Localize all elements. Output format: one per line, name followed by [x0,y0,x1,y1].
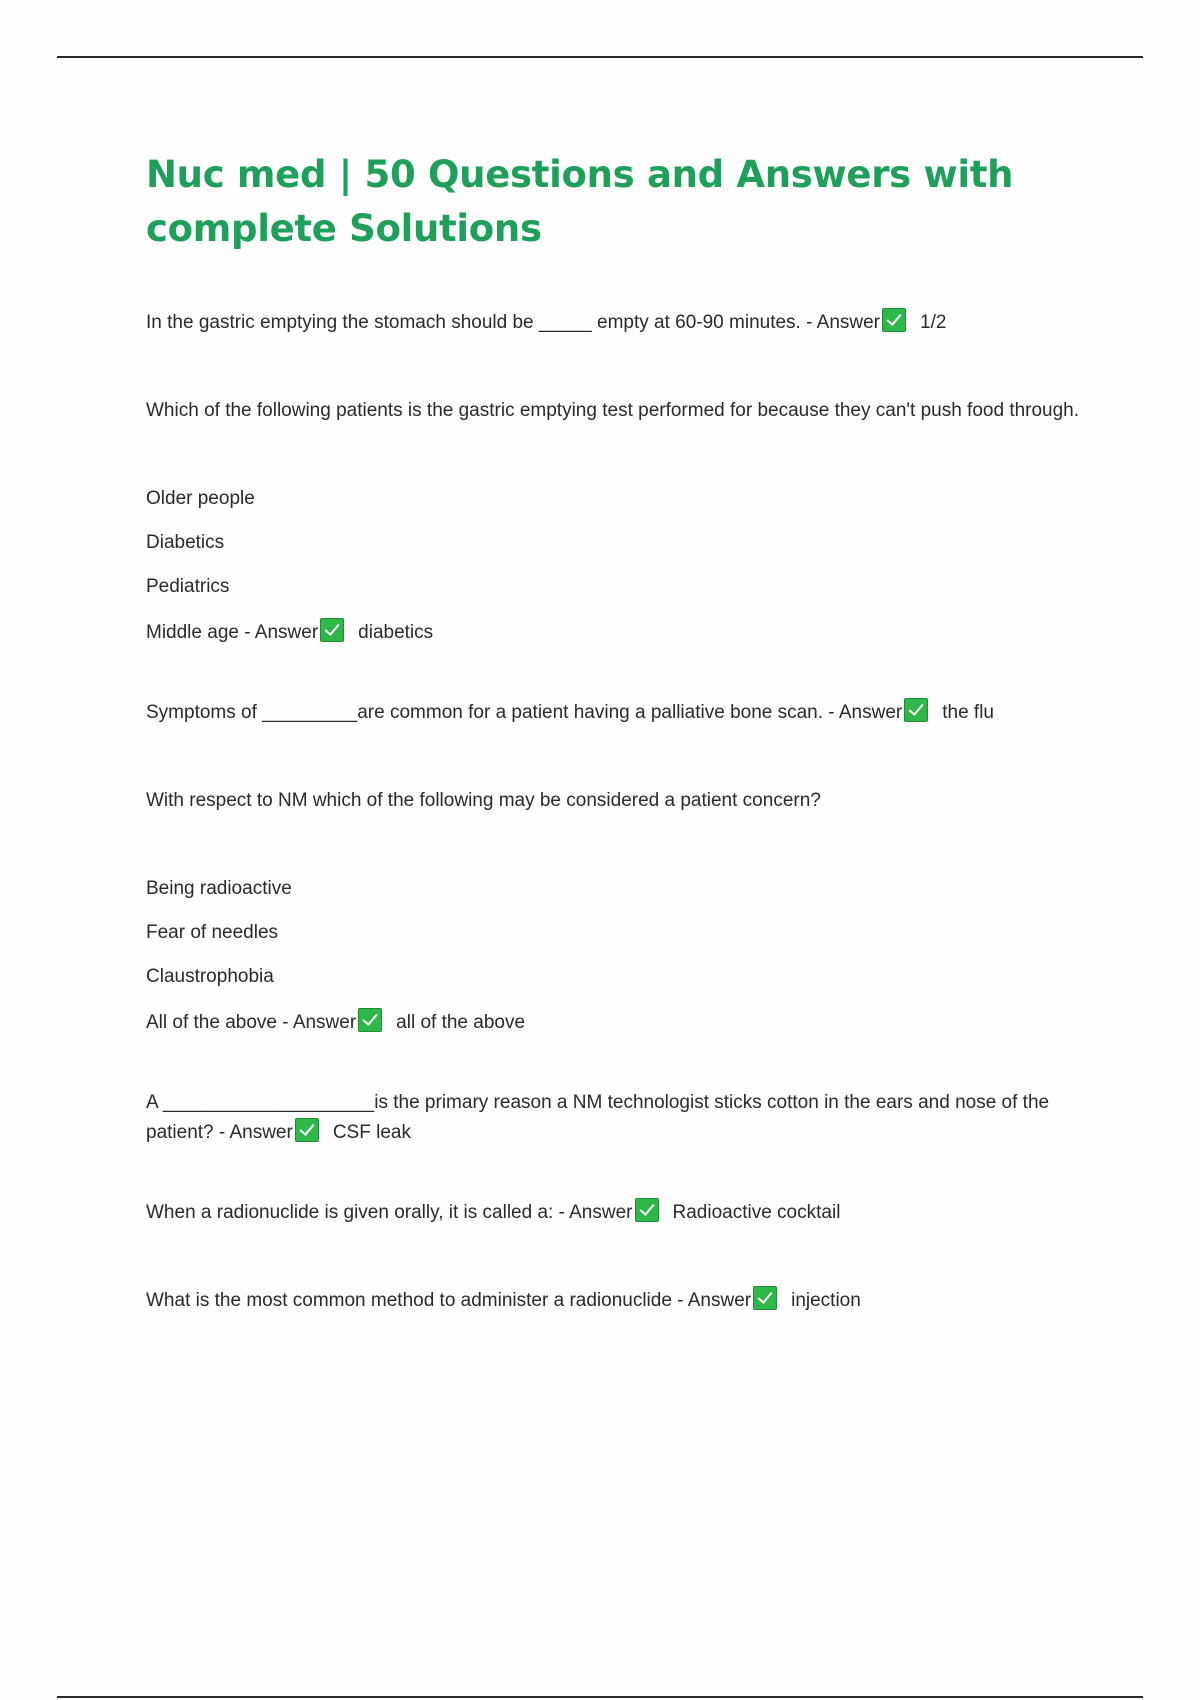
option-item: Pediatrics [146,576,230,597]
check-mark-icon [635,1198,659,1222]
document-body [146,148,1086,1316]
option-item: Older people [146,488,255,509]
answer-text: Radioactive cocktail [672,1202,841,1223]
qa-item-2 [146,618,1086,648]
question-text: What is the most common method to administer a radionuclide - Answer [146,1290,752,1311]
option-item: Fear of needles [146,922,279,943]
option-item: Being radioactive [146,878,292,899]
question-text: In the gastric emptying the stomach should be _____ empty at 60-90 minutes. - Answer [146,312,881,333]
option-item: Middle age - Answer [146,622,319,643]
qa-item-3 [146,698,1086,728]
answer-text: 1/2 [920,312,947,333]
question-text: Which of the following patients is the gastric emptying test performed for because they can't push food through. [146,400,1080,421]
document-title: Nuc med | 50 Questions and Answers with complete Solutions [146,153,1014,250]
qa-item-7 [146,1286,1086,1316]
qa-item-6 [146,1198,1086,1228]
option-item: Diabetics [146,532,225,553]
check-mark-icon [753,1286,777,1310]
answer-text: injection [791,1290,861,1311]
check-mark-icon [320,618,344,642]
question-text: With respect to NM which of the following may be considered a patient concern? [146,790,821,811]
answer-text: diabetics [358,622,434,643]
check-mark-icon [882,308,906,332]
bottom-rule [57,1696,1143,1698]
question-text: A ____________________is the primary reason a NM technologist sticks cotton in the ears and nose of the patient? - Answer [146,1092,1050,1143]
answer-text: the flu [942,702,994,723]
answer-text: CSF leak [332,1122,411,1143]
top-rule [57,56,1143,58]
option-item: All of the above - Answer [146,1012,357,1033]
option-item: Claustrophobia [146,966,274,987]
check-mark-icon [295,1118,319,1142]
qa-item-1 [146,308,1086,338]
qa-item-4 [146,1008,1086,1038]
answer-text: all of the above [396,1012,526,1033]
question-text: When a radionuclide is given orally, it is called a: - Answer [146,1202,633,1223]
question-text: Symptoms of _________are common for a patient having a palliative bone scan. - Answer [146,702,903,723]
qa-item-5 [146,1088,1086,1148]
check-mark-icon [358,1008,382,1032]
check-mark-icon [904,698,928,722]
